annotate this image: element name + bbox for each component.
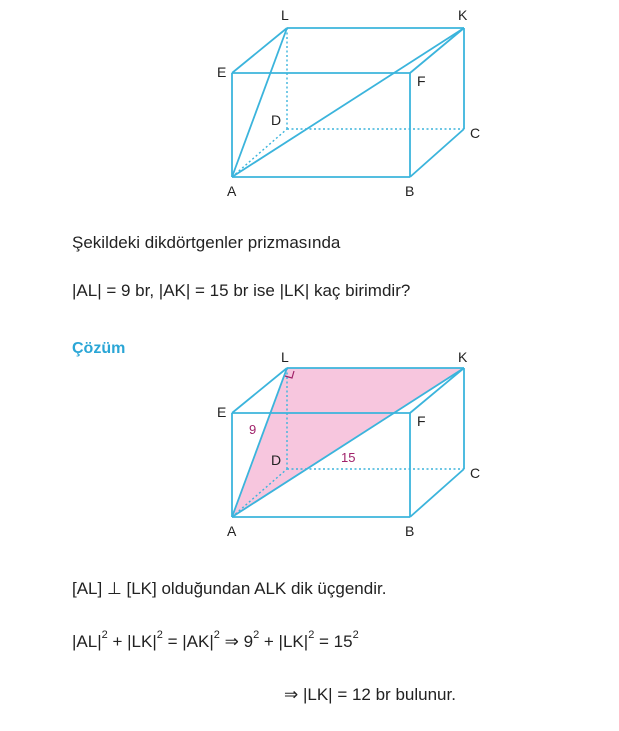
edge-fk [410, 28, 464, 73]
solution-text-line-1: [AL] ⊥ [LK] olduğundan ALK dik üçgendir. [72, 579, 387, 598]
vertex-label-b: B [405, 523, 415, 539]
eq-exponent-1: 2 [101, 629, 108, 642]
vertex-label-b: B [405, 183, 415, 199]
solution-prism-figure [0, 340, 619, 550]
eq-exponent-2: 2 [156, 629, 163, 642]
vertex-label-k: K [458, 349, 468, 365]
vertex-label-c: C [470, 465, 481, 481]
edge-bc [410, 129, 464, 177]
problem-text-line-1: Şekildeki dikdörtgenler prizmasında [72, 233, 341, 252]
eq-term-5: + |LK| [259, 632, 309, 651]
eq-term-1: |AL| [72, 632, 102, 651]
vertex-label-f: F [417, 413, 426, 429]
vertex-label-l: L [281, 7, 289, 23]
measure-label-al: 9 [249, 422, 257, 437]
edge-bc [410, 469, 464, 517]
problem-text-line-2: |AL| = 9 br, |AK| = 15 br ise |LK| kaç birimdir? [72, 281, 411, 300]
eq-exponent-3: 2 [213, 629, 220, 642]
vertex-label-f: F [417, 73, 426, 89]
vertex-label-a: A [227, 523, 237, 539]
vertex-label-a: A [227, 183, 237, 199]
eq-term-2: + |LK| [107, 632, 157, 651]
eq-term-3: = |AK| [162, 632, 214, 651]
prism-figure [0, 0, 619, 210]
pythagorean-equation [72, 629, 359, 652]
vertex-label-c: C [470, 125, 481, 141]
measure-label-ak: 15 [341, 450, 356, 465]
vertex-label-e: E [217, 64, 227, 80]
vertex-label-d: D [271, 452, 282, 468]
vertex-label-l: L [281, 349, 289, 365]
solution-result: ⇒ |LK| = 12 br bulunur. [284, 685, 456, 704]
vertex-label-k: K [458, 7, 468, 23]
vertex-label-d: D [271, 112, 282, 128]
eq-exponent-6: 2 [352, 629, 359, 642]
eq-exponent-5: 2 [308, 629, 315, 642]
eq-exponent-4: 2 [253, 629, 260, 642]
diagonal-ak [232, 28, 464, 177]
solution-heading: Çözüm [72, 340, 126, 357]
prism-edges [232, 28, 464, 177]
eq-term-4: ⇒ 9 [219, 632, 254, 651]
eq-term-6: = 15 [314, 632, 353, 651]
vertex-label-e: E [217, 404, 227, 420]
